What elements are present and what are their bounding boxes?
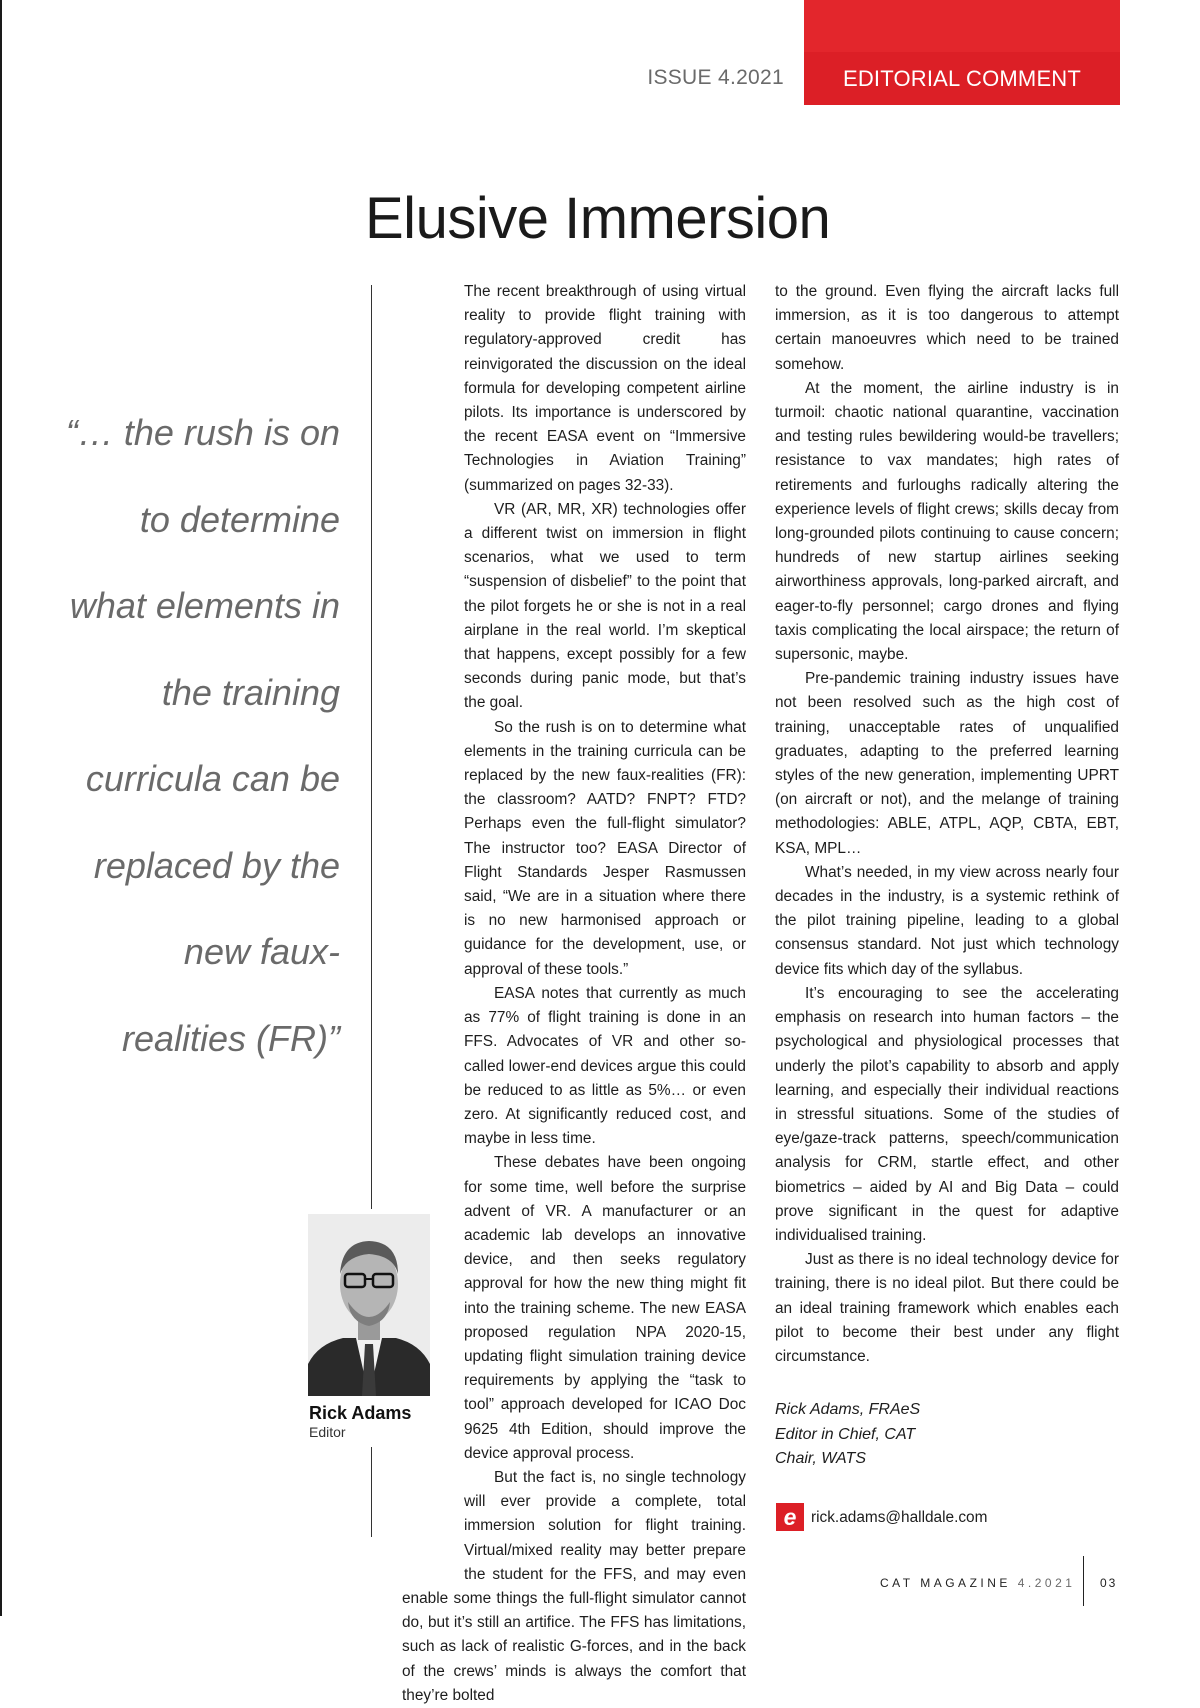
article-column-1 xyxy=(402,280,746,1708)
paragraph: EASA notes that currently as much as 77% of flight training is done in an FFS. Advocates of VR and other so-called lower-end devices argue this could be reduced to as little as 5%… or even zero. At significantly reduced cost, and maybe in less time. xyxy=(464,984,746,1148)
footer-magazine-name: CAT MAGAZINE xyxy=(880,1576,1011,1590)
paragraph: At the moment, the airline industry is in turmoil: chaotic national quarantine, vaccination and testing rules bewildering would-be travellers; resistance to vax mandates; high rates of retirements and furloughs radically altering the experience levels of flight crews; skills decay from long-grounded pilots continuing to cause concern; hundreds of new startup airlines seeking airworthiness approvals, long-parked aircraft, and eager-to-fly personnel; cargo drones and flying taxis complicating the local airspace; the return of supersonic, maybe. xyxy=(775,379,1119,664)
section-tab xyxy=(804,0,1120,105)
paragraph: Just as there is no ideal technology device for training, there is no ideal pilot. But there could be an ideal training framework which enables each pilot to become their best under any flight circumstance. xyxy=(775,1251,1119,1365)
footer-issue: 4.2021 xyxy=(1017,1576,1076,1590)
editor-name: Rick Adams xyxy=(309,1403,412,1423)
email-icon-glyph: e xyxy=(783,1504,797,1530)
column-divider xyxy=(371,285,372,1209)
paragraph: Pre-pandemic training industry issues have not been resolved such as the high cost of training, unacceptable rates of unqualified graduates, adapting to the preferred learning styles of the new generation, implementing UPRT (on aircraft or not), and the melange of training methodologies: ABLE, ATPL, AQP, CBTA, EBT, KSA, MPL… xyxy=(775,670,1119,857)
page-number: 03 xyxy=(1100,1576,1118,1590)
editor-role: Editor xyxy=(309,1424,346,1440)
paragraph: It’s encouraging to see the accelerating emphasis on research into human factors – the psychological and physiological processes that underly the pilot’s capability to absorb and apply learning, and especially their individual reactions in stressful situations. Some of the studies of eye/gaze-track patterns, speech/communication analysis for CRM, startle effect, and other biometrics – aided by AI and Big Data – could prove significant in the quest for adaptive individualised training. xyxy=(775,984,1119,1244)
paragraph: What’s needed, in my view across nearly four decades in the industry, is a systemic rethink of the pilot training pipeline, leading to a global consensus standard. Not just which technology device fits which day of the syllabus. xyxy=(775,863,1119,978)
paragraph: to the ground. Even flying the aircraft lacks full immersion, as it is too dangerous to attempt certain manoeuvres which need to be trained somehow. xyxy=(775,283,1119,373)
article-title: Elusive Immersion xyxy=(365,186,831,251)
pull-quote: “… the rush is on to determine what elements in the training curricula can be replaced by the new faux-realities (FR)” xyxy=(65,412,340,1059)
paragraph: VR (AR, MR, XR) technologies offer a different twist on immersion in flight scenarios, what we used to term “suspension of disbelief” to the point that the pilot forgets he or she is not in a real airplane in the real world. I’m skeptical that happens, except possibly for a few seconds during panic mode, but that’s the goal. xyxy=(464,500,746,712)
issue-label: ISSUE 4.2021 xyxy=(647,66,784,89)
email-icon xyxy=(776,1503,804,1531)
section-label: EDITORIAL COMMENT xyxy=(842,66,1082,91)
signature-name: Rick Adams, FRAeS xyxy=(775,1401,921,1418)
email-link[interactable]: rick.adams@halldale.com xyxy=(811,1509,988,1526)
paragraph: The recent breakthrough of using virtual reality to provide flight training with regulatory-approved credit has reinvigorated the discussion on the ideal formula for developing competent airline pilots. Its importance is underscored by the recent EASA event on “Immersive Technologies in Aviation Training” (summarized on pages 32-33). xyxy=(464,283,746,494)
paragraph: So the rush is on to determine what elements in the training curricula can be replaced by the new faux-realities (FR): the classroom? AATD? FNPT? FTD? Perhaps even the full-flight simulator? The instructor too? EASA Director of Flight Standards Jesper Rasmussen said, “We are in a situation where there is no new harmonised approach or guidance for the development, use, or approval of these tools.” xyxy=(464,718,746,978)
signature-title: Editor in Chief, CAT xyxy=(775,1425,916,1443)
editor-portrait-image xyxy=(308,1214,430,1396)
section-tab-highlight xyxy=(804,0,1120,52)
article-column-2 xyxy=(775,280,1119,1369)
signature-block xyxy=(775,1398,1115,1472)
page-edge-line xyxy=(0,0,2,1616)
footer-divider xyxy=(1083,1556,1084,1606)
signature-affiliation: Chair, WATS xyxy=(775,1450,866,1467)
paragraph: But the fact is, no single technology will ever provide a complete, total immersion solution for flight training. Virtual/mixed reality may better prepare the student for the FFS, and may even enable some things the full-flight simulator cannot do, but it’s still an artifice. The FFS has limitations, such as lack of realistic G-forces, and in the back of the crews’ minds is always the comfort that they’re bolted xyxy=(402,1468,746,1704)
editor-photo xyxy=(308,1214,430,1396)
paragraph: These debates have been ongoing for some time, well before the surprise advent of VR. A manufacturer or an academic lab develops an innovative device, and then seeks regulatory approval for how the new thing might fit into the training scheme. The new EASA proposed regulation NPA 2020-15, updating flight simulation training device requirements by applying the “task to tool” approach developed for ICAO Doc 9625 4th Edition, should improve the device approval process. xyxy=(464,1154,746,1462)
footer-magazine xyxy=(880,1576,1076,1590)
column-divider-lower xyxy=(371,1447,372,1537)
